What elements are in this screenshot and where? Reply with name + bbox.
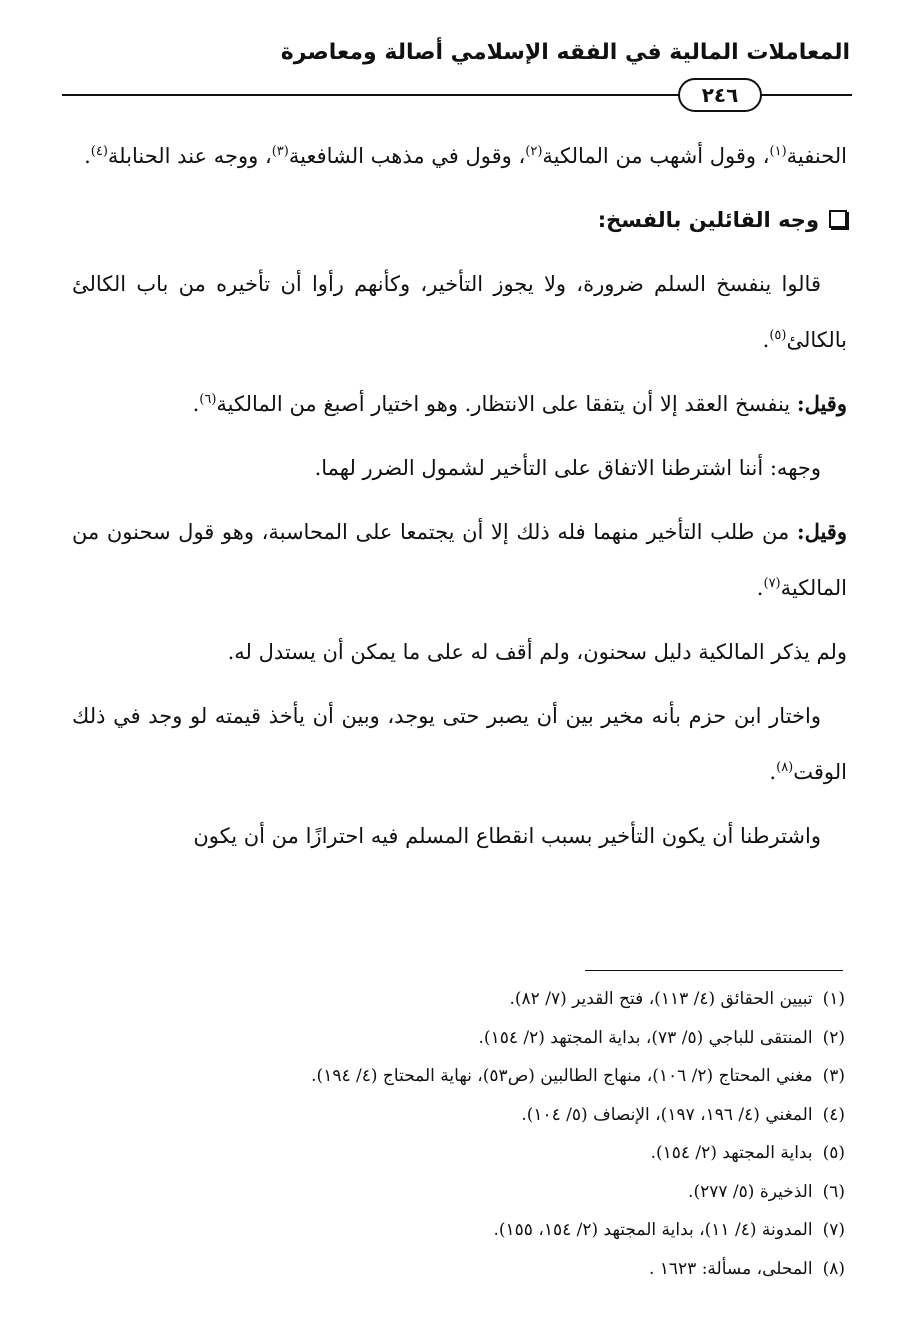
paragraph-6 — [72, 624, 847, 680]
text-segment: واختار ابن حزم بأنه مخير بين أن يصبر حتى يوجد، وبين أن يأخذ قيمته لو وجد في ذلك الوقت — [72, 704, 847, 784]
footnote-number: (٦) — [822, 1181, 845, 1202]
text-segment: ، ووجه عند الحنابلة — [107, 144, 272, 168]
footnote-text: مغني المحتاج (٢/ ١٠٦)، منهاج الطالبين (ص٥٣)، نهاية المحتاج (٤/ ١٩٤). — [311, 1066, 813, 1086]
page-number: ٢٤٦ — [678, 78, 762, 112]
footnote-item — [110, 1057, 845, 1096]
text-segment: ينفسخ العقد إلا أن يتفقا على الانتظار. وهو اختيار أصبغ من المالكية — [216, 392, 797, 416]
main-text — [72, 128, 847, 872]
section-heading — [72, 192, 847, 248]
paragraph-8 — [72, 808, 847, 864]
text-segment: . — [192, 392, 200, 416]
paragraph-3 — [72, 376, 847, 432]
footnote-text: بداية المجتهد (٢/ ١٥٤). — [650, 1143, 813, 1163]
paragraph-1 — [72, 128, 847, 184]
footnote-number: (٧) — [822, 1220, 845, 1240]
footnote-text: تبيين الحقائق (٤/ ١١٣)، فتح القدير (٧/ ٨٢). — [509, 989, 813, 1009]
footnote-separator — [585, 970, 843, 971]
paragraph-5 — [72, 504, 847, 616]
footnote-number: (١) — [822, 989, 845, 1009]
text-segment: . — [769, 760, 777, 784]
section-heading-text: وجه القائلين بالفسخ: — [597, 208, 819, 232]
footnote-ref[interactable]: (٥) — [769, 328, 787, 343]
footnote-item — [110, 1211, 845, 1250]
footnote-ref[interactable]: (١) — [769, 144, 787, 159]
footnote-text: المنتقى للباجي (٥/ ٧٣)، بداية المجتهد (٢/ ١٥٤). — [478, 1027, 813, 1048]
footnote-number: (٣) — [822, 1066, 845, 1086]
text-segment: وجهه: أننا اشترطنا الاتفاق على التأخير لشمول الضرر لهما. — [314, 456, 821, 480]
text-segment: . — [762, 328, 770, 352]
footnote-ref[interactable]: (٤) — [90, 144, 108, 159]
text-segment: الحنفية — [786, 144, 847, 168]
footnote-item — [110, 1096, 845, 1135]
footnote-ref[interactable]: (٨) — [776, 760, 794, 775]
running-header-title: المعاملات المالية في الفقه الإسلامي أصالة ومعاصرة — [280, 40, 850, 65]
paragraph-4 — [72, 440, 847, 496]
footnote-ref[interactable]: (٢) — [525, 144, 543, 159]
paragraph-7 — [72, 688, 847, 800]
checkbox-icon — [829, 210, 847, 228]
footnote-text: المدونة (٤/ ١١)، بداية المجتهد (٢/ ١٥٤، ١٥٥). — [493, 1220, 813, 1240]
paragraph-2 — [72, 256, 847, 368]
footnote-ref[interactable]: (٣) — [271, 144, 289, 159]
text-segment: . — [756, 576, 764, 600]
footnote-number: (٤) — [822, 1104, 845, 1125]
text-segment: واشترطنا أن يكون التأخير بسبب انقطاع المسلم فيه احترازًا من أن يكون — [193, 824, 821, 848]
footnote-item — [110, 1250, 845, 1289]
footnote-ref[interactable]: (٧) — [763, 576, 781, 591]
lead-word: وقيل: — [796, 519, 847, 544]
text-segment: . — [84, 144, 91, 168]
footnote-text: الذخيرة (٥/ ٢٧٧). — [688, 1181, 813, 1202]
footnote-number: (٥) — [822, 1143, 845, 1163]
footnote-text: المحلى، مسألة: ١٦٢٣ . — [648, 1258, 813, 1279]
text-segment: ، وقول في مذهب الشافعية — [288, 144, 526, 168]
text-segment: من طلب التأخير منهما فله ذلك إلا أن يجتمعا على المحاسبة، وهو قول سحنون من المالكية — [72, 520, 847, 600]
footnote-number: (٢) — [822, 1027, 845, 1048]
footnote-item — [110, 980, 845, 1019]
footnote-item — [110, 1134, 845, 1173]
footnote-item — [110, 1173, 845, 1212]
text-segment: ، وقول أشهب من المالكية — [542, 144, 770, 168]
footnote-ref[interactable]: (٦) — [199, 392, 217, 407]
text-segment: قالوا ينفسخ السلم ضرورة، ولا يجوز التأخير، وكأنهم رأوا أن تأخيره من باب الكالئ بالكالئ — [72, 272, 847, 352]
footnote-item — [110, 1019, 845, 1058]
footnotes — [110, 980, 845, 1288]
lead-word: وقيل: — [796, 391, 847, 416]
footnote-text: المغني (٤/ ١٩٦، ١٩٧)، الإنصاف (٥/ ١٠٤). — [521, 1104, 813, 1125]
text-segment: ولم يذكر المالكية دليل سحنون، ولم أقف له على ما يمكن أن يستدل له. — [227, 640, 847, 664]
footnote-number: (٨) — [822, 1258, 845, 1279]
